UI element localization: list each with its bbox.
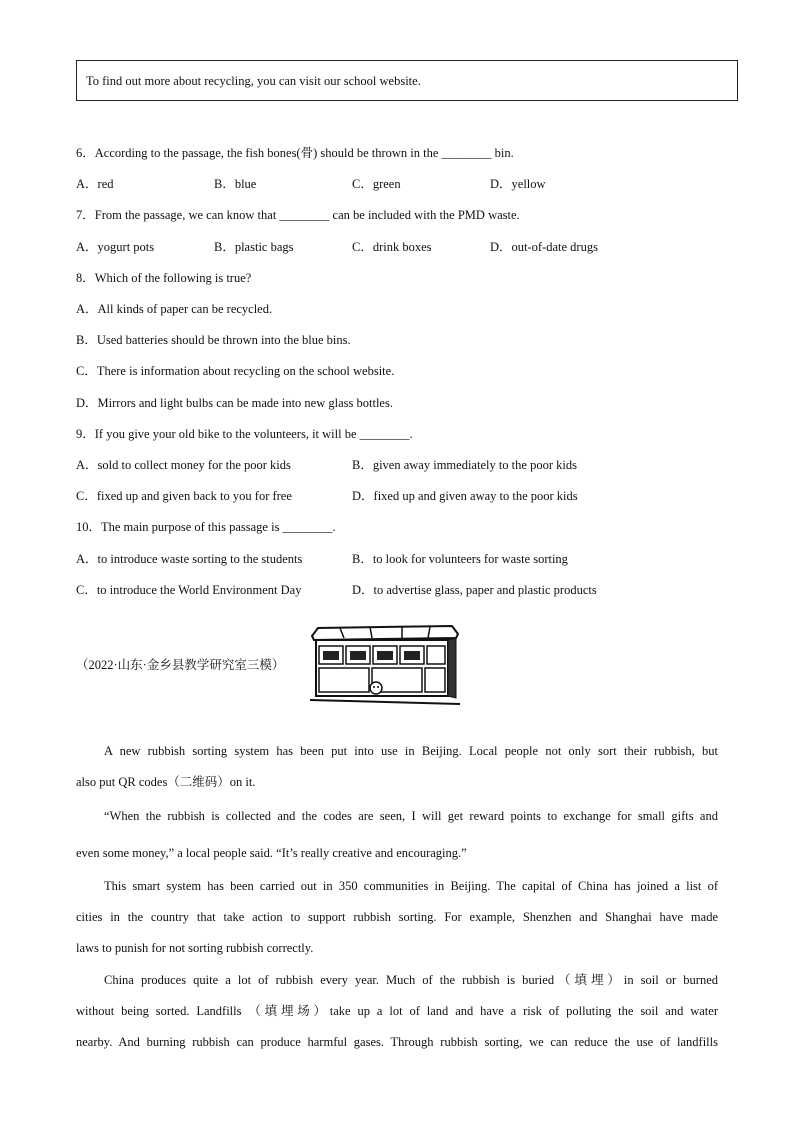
passage-paragraph-4 <box>76 965 718 1058</box>
paragraph-line: “When the rubbish is collected and the codes are seen, I will get reward points to exchange for small gifts and <box>104 809 718 823</box>
question-7-option-c[interactable]: C．drink boxes <box>352 240 432 254</box>
question-9-option-a[interactable]: A．sold to collect money for the poor kids <box>76 458 291 472</box>
question-6-option-d[interactable]: D．yellow <box>490 177 546 191</box>
paragraph-line: laws to punish for not sorting rubbish correctly. <box>76 941 314 955</box>
question-8-stem: 8．Which of the following is true? <box>76 271 252 285</box>
paragraph-line: nearby. And burning rubbish can produce harmful gases. Through rubbish sorting, we can reduce the use of landfills <box>76 1035 718 1049</box>
question-10-option-c[interactable]: C．to introduce the World Environment Day <box>76 583 302 597</box>
question-6-option-c[interactable]: C．green <box>352 177 401 191</box>
question-6-option-b[interactable]: B．blue <box>214 177 257 191</box>
question-7-option-a[interactable]: A．yogurt pots <box>76 240 155 254</box>
question-6-stem: 6．According to the passage, the fish bones(骨) should be thrown in the ________ bin. <box>76 146 514 160</box>
question-6-option-a[interactable]: A．red <box>76 177 114 191</box>
notice-box: To find out more about recycling, you can visit our school website. <box>76 60 738 101</box>
question-8-option-a[interactable]: A．All kinds of paper can be recycled. <box>76 302 273 316</box>
paragraph-line: also put QR codes（二维码）on it. <box>76 775 256 789</box>
question-10-option-b[interactable]: B．to look for volunteers for waste sorting <box>352 552 568 566</box>
question-7-option-d[interactable]: D．out-of-date drugs <box>490 240 598 254</box>
question-8-option-c[interactable]: C．There is information about recycling on the school website. <box>76 364 395 378</box>
paragraph-line: A new rubbish sorting system has been put into use in Beijing. Local people not only sort their rubbish, but <box>104 744 718 758</box>
question-7-option-b[interactable]: B．plastic bags <box>214 240 294 254</box>
question-8-option-d[interactable]: D．Mirrors and light bulbs can be made into new glass bottles. <box>76 396 393 410</box>
question-9-option-d[interactable]: D．fixed up and given away to the poor kids <box>352 489 578 503</box>
paragraph-line: without being sorted. Landfills （填埋场）take up a lot of land and have a risk of polluting the soil and water <box>76 1004 718 1018</box>
recycling-bins-illustration <box>310 624 460 708</box>
passage-paragraph-2 <box>76 798 718 872</box>
source-citation: （2022·山东·金乡县教学研究室三模） <box>76 658 285 672</box>
question-10-option-a[interactable]: A．to introduce waste sorting to the students <box>76 552 303 566</box>
question-10-option-d[interactable]: D．to advertise glass, paper and plastic products <box>352 583 597 597</box>
passage-paragraph-3 <box>76 871 718 964</box>
question-8-option-b[interactable]: B．Used batteries should be thrown into the blue bins. <box>76 333 351 347</box>
question-7-stem: 7．From the passage, we can know that ________ can be included with the PMD waste. <box>76 208 520 222</box>
question-9-stem: 9．If you give your old bike to the volunteers, it will be ________. <box>76 427 413 441</box>
question-9-option-b[interactable]: B．given away immediately to the poor kids <box>352 458 577 472</box>
passage-paragraph-1 <box>76 736 718 798</box>
paragraph-line: This smart system has been carried out in 350 communities in Beijing. The capital of China has joined a list of <box>104 879 718 893</box>
question-10-stem: 10．The main purpose of this passage is ________. <box>76 520 336 534</box>
paragraph-line: even some money,” a local people said. “It’s really creative and encouraging.” <box>76 846 467 860</box>
paragraph-line: cities in the country that take action to support rubbish sorting. For example, Shenzhen and Shanghai have made <box>76 910 718 924</box>
question-9-option-c[interactable]: C．fixed up and given back to you for free <box>76 489 292 503</box>
paragraph-line: China produces quite a lot of rubbish every year. Much of the rubbish is buried（填埋）in soil or burned <box>104 973 718 987</box>
